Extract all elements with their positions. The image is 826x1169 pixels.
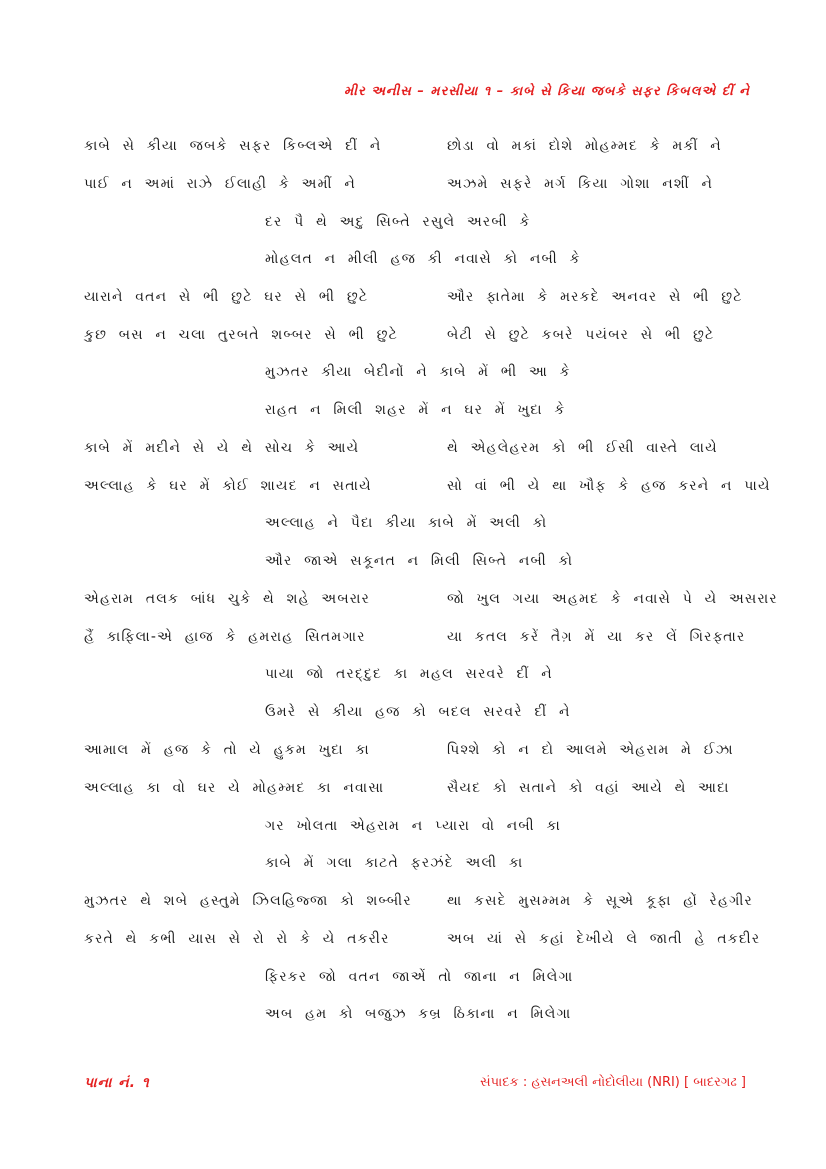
couplet-left: યારાને વતન સે ભી છુટે ઘર સે ભી છુટે	[84, 289, 369, 305]
couplet-left: અલ્લાહ કે ઘર મેં કોઈ શાયદ ન સતાયે	[84, 478, 372, 494]
couplet-right: જો ખુલ ગયા અહમદ કે નવાસે પે યે અસરાર	[447, 591, 778, 607]
couplet-right: અબ યાં સે કહાં દેખીયે લે જાતી હે તકદીર	[447, 931, 761, 947]
refrain-line: કાબે મેં ગલા કાટતે ફરઝંદે અલી કા	[265, 855, 524, 871]
couplet-left: એહરામ તલક બાંધ ચુકે થે શહે અબરાર	[84, 591, 371, 607]
refrain-line: ઉમરે સે કીયા હજ કો બદલ સરવરે દીં ને	[265, 704, 571, 720]
refrain-line: અબ હમ કો બજુઝ કબ્ર ઠિકાના ન મિલેગા	[265, 1006, 572, 1022]
couplet-right: ઔર ફાતેમા કે મરકદે અનવર સે ભી છુટે	[447, 289, 743, 305]
refrain-line: મુઝતર કીયા બેદીનોં ને કાબે મેં ભી આ કે	[265, 364, 571, 380]
couplet-right: પિશ્શે કો ન દો આલમે એહરામ મે ઈઝા	[447, 742, 734, 758]
couplet-left: મુઝતર થે શબે હસ્તુમે ઝિલહિજ્જા કો શબ્બીર	[84, 893, 412, 909]
couplet-left: કાબે સે કીયા જબકે સફર કિબ્લએ દીં ને	[84, 138, 382, 154]
couplet-left: કરતે થે કભી યાસ સે રો રો કે યે તકરીર	[84, 931, 390, 947]
refrain-line: અલ્લાહ ને પૈદા કીયા કાબે મેં અલી કો	[265, 515, 548, 531]
refrain-line: ઔર જાએ સકૂનત ન મિલી સિબ્તે નબી કો	[265, 553, 574, 569]
couplet-right: સો વાં ભી યે થા ખૌફ કે હજ કરને ન પાયે	[447, 478, 771, 494]
couplet-right: બેટી સે છુટે કબરે પયંબર સે ભી છુટે	[447, 327, 715, 343]
couplet-left: કાબે મેં મદીને સે યે થે સોચ કે આયે	[84, 440, 360, 456]
couplet-left: અલ્લાહ કા વો ઘર યે મોહમ્મદ કા નવાસા	[84, 780, 385, 796]
couplet-right: સૈયદ કો સતાને કો વહાં આયે થે આદા	[447, 780, 730, 796]
couplet-left: કુછ બસ ન ચલા તુરબતે શબ્બર સે ભી છુટે	[84, 327, 398, 343]
couplet-right: થા કસદે મુસમ્મમ કે સૂએ કૂફા હોં રેહગીર	[447, 893, 753, 909]
couplet-left: હૈં કાફિલા-એ હાજ કે હમરાહ સિતમગાર	[84, 629, 366, 645]
refrain-line: ગર ખોલતા એહરામ ન પ્યારા વો નબી કા	[265, 818, 562, 834]
couplet-right: થે એહલેહરમ કો ભી ઈસી વાસ્તે લાયે	[447, 440, 718, 456]
couplet-right: છોડા વો મકાં દોશે મોહમ્મદ કે મકીં ને	[447, 138, 722, 154]
refrain-line: ફિરકર જો વતન જાએં તો જાના ન મિલેગા	[265, 969, 574, 985]
couplet-left: પાઈ ન અમાં રાઝે ઈલાહી કે અમીં ને	[84, 176, 356, 192]
page-number: પાના નં. ૧	[84, 1075, 150, 1091]
refrain-line: રાહત ન મિલી શહર મેં ન ઘર મેં ખુદા કે	[265, 402, 566, 418]
couplet-right: યા કતલ કરેં તૈગ઼ મેં યા કર લેં ગિરફ્તાર	[447, 629, 746, 645]
refrain-line: મોહલત ન મીલી હજ કી નવાસે કો નબી કે	[265, 251, 581, 267]
refrain-line: દર પૈ થે અદુ સિબ્તે રસુલે અરબી કે	[265, 214, 531, 230]
couplet-right: અઝમે સફરે મર્ગ કિયા ગોશા નશીં ને	[447, 176, 714, 192]
editor-credit: સંપાદક : હસનઅલી નોદોલીયા (NRI) [ બાદરગઢ ]	[480, 1075, 746, 1090]
couplet-left: આમાલ મેં હજ કે તો યે હુકમ ખુદા કા	[84, 742, 370, 758]
page-header-title: મીર અનીસ – મરસીયા ૧ – કાબે સે કિયા જબકે સફર કિબલએ દીં ને	[344, 84, 750, 99]
refrain-line: પાયા જો તરદ્દુદ કા મહલ સરવરે દીં ને	[265, 666, 553, 682]
